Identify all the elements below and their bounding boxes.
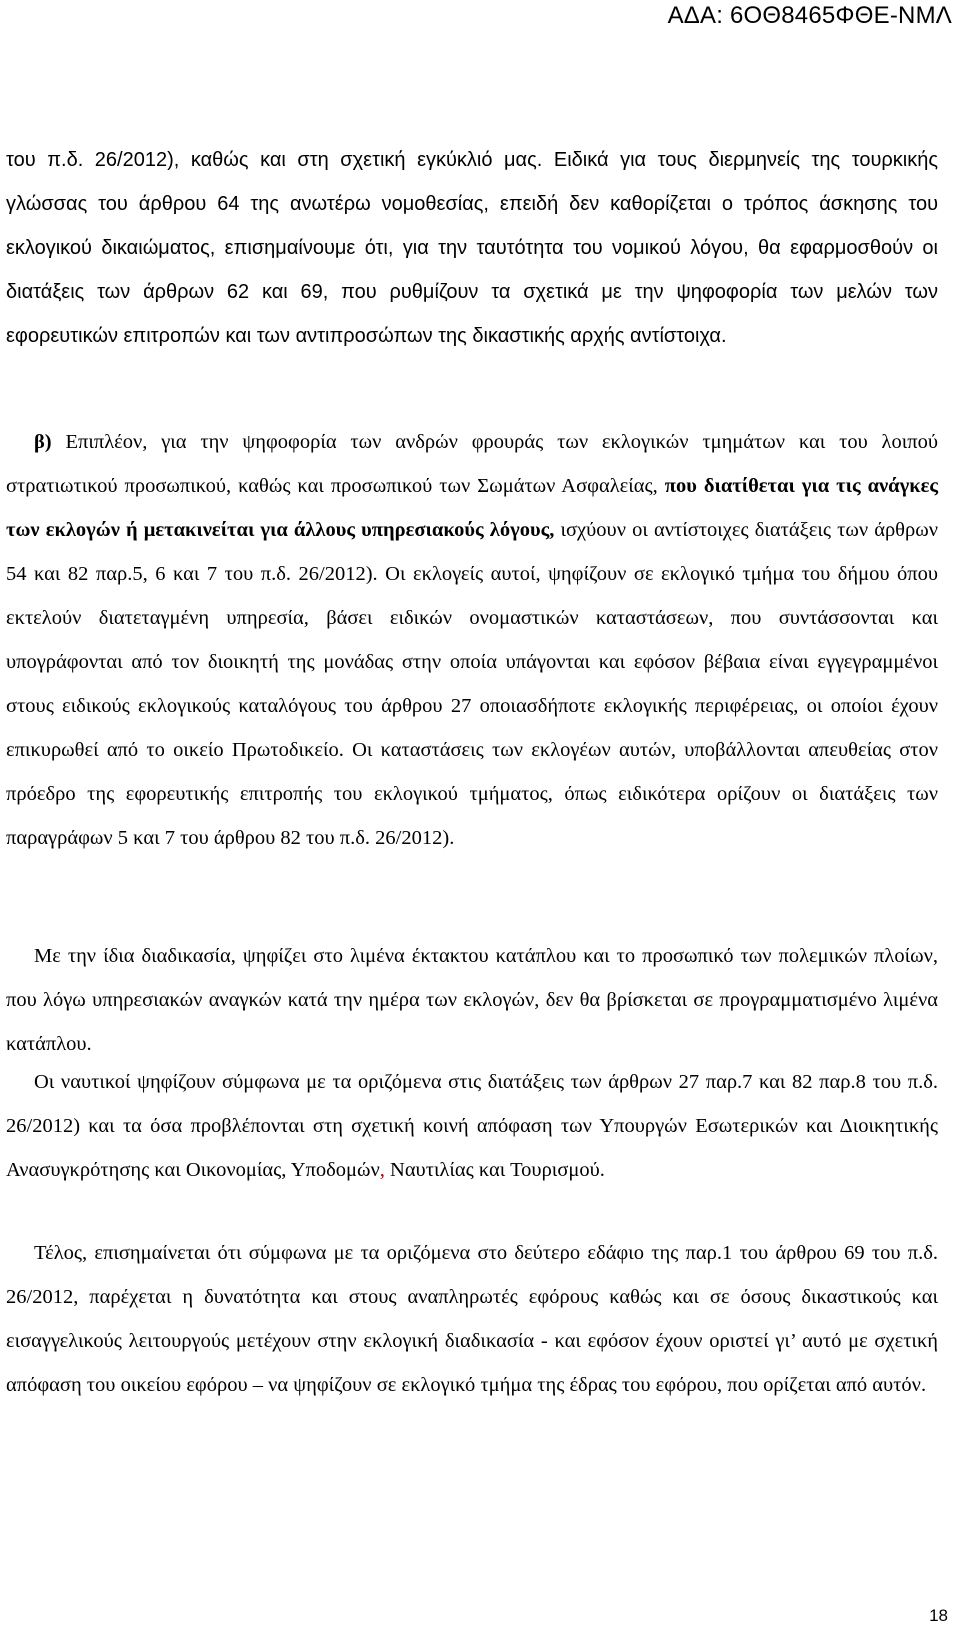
paragraph-section-b [6,420,938,860]
section-b-label: β) [34,431,52,453]
paragraph-naval-ships: Με την ίδια διαδικασία, ψηφίζει στο λιμένα έκτακτου κατάπλου και το προσωπικό των πολεμικών πλοίων, που λόγω υπηρεσιακών αναγκών κατά την ημέρα των εκλογών, δεν θα βρίσκεται σε προγραμματισμένο λιμένα κατάπλου. [6,945,938,1055]
paragraph-finally: Τέλος, επισημαίνεται ότι σύμφωνα με τα οριζόμενα στο δεύτερο εδάφιο της παρ.1 του άρθρου 69 του π.δ. 26/2012, παρέχεται η δυνατότητα και στους αναπληρωτές εφόρους καθώς και σε όσους δικαστικούς και εισαγγελικούς λειτουργούς μετέχουν στην εκλογική διαδικασία - και εφόσον έχουν οριστεί γι’ αυτό με σχετική απόφαση του οικείου εφόρου – να ψηφίζουν σε εκλογικό τμήμα της έδρας του εφόρου, που ορίζεται από αυτόν. [6,1242,938,1396]
section-b-rest: ισχύουν οι αντίστοιχες διατάξεις των άρθρων 54 και 82 παρ.5, 6 και 7 του π.δ. 26/2012). Οι εκλογείς αυτοί, ψηφίζουν σε εκλογικό τμήμα του δήμου όπου εκτελούν διατεταγμένη υπηρεσία, βάσει ειδικών ονομαστικών καταστάσεων, που συντάσσονται και υπογράφονται από τον διοικητή της μονάδας στην οποία υπάγονται και εφόσον βέβαια είναι εγγεγραμμένοι στους ειδικούς εκλογικούς καταλόγους του άρθρου 27 οποιασδήποτε εκλογικής περιφέρειας, οι οποίοι έχουν επικυρωθεί από το οικείο Πρωτοδικείο. Οι καταστάσεις των εκλογέων αυτών, υποβάλλονται απευθείας στον πρόεδρο της εφορευτικής επιτροπής του εκλογικού τμήματος, όπως ειδικότερα ορίζουν οι διατάξεις των παραγράφων 5 και 7 του άρθρου 82 του π.δ. 26/2012). [6,519,938,849]
seamen-main: Οι ναυτικοί ψηφίζουν σύμφωνα με τα οριζόμενα στις διατάξεις των άρθρων 27 παρ.7 και 82 παρ.8 του π.δ. 26/2012) και τα όσα προβλέπονται στη σχετική κοινή απόφαση των Υπουργών Εσωτερικών και Διοικητικής Ανασυγκρότησης και Οικονομίας, Υποδομών [6,1071,938,1181]
page-number: 18 [929,1606,948,1625]
section-b-intro: Επιπλέον, για την ψηφοφορία των ανδρών φρουράς των εκλογικών τμημάτων και του λοιπού στρατιωτικού προσωπικού, καθώς και προσωπικού των Σωμάτων Ασφαλείας, [6,431,938,497]
paragraph-seamen [6,1060,938,1192]
ada-code: ΑΔΑ: 6ΟΘ8465ΦΘΕ-ΝΜΛ [667,2,952,29]
seamen-comma: , [379,1159,385,1181]
seamen-end: Ναυτιλίας και Τουρισμού. [384,1159,605,1181]
paragraph-interpreters: του π.δ. 26/2012), καθώς και στη σχετική εγκύκλιό μας. Ειδικά για τους διερμηνείς της τουρκικής γλώσσας του άρθρου 64 της ανωτέρω νομοθεσίας, επειδή δεν καθορίζεται ο τρόπος άσκησης του εκλογικού δικαιώματος, επισημαίνουμε ότι, για την ταυτότητα του νομικού λόγου, θα εφαρμοσθούν οι διατάξεις των άρθρων 62 και 69, που ρυθμίζουν τα σχετικά με την ψηφοφορία των μελών των εφορευτικών επιτροπών και των αντιπροσώπων της δικαστικής αρχής αντίστοιχα. [6,149,938,347]
section-b-bold-text: που διατίθεται για τις ανάγκες των εκλογών ή μετακινείται για άλλους υπηρεσιακούς λόγους, [6,475,938,541]
